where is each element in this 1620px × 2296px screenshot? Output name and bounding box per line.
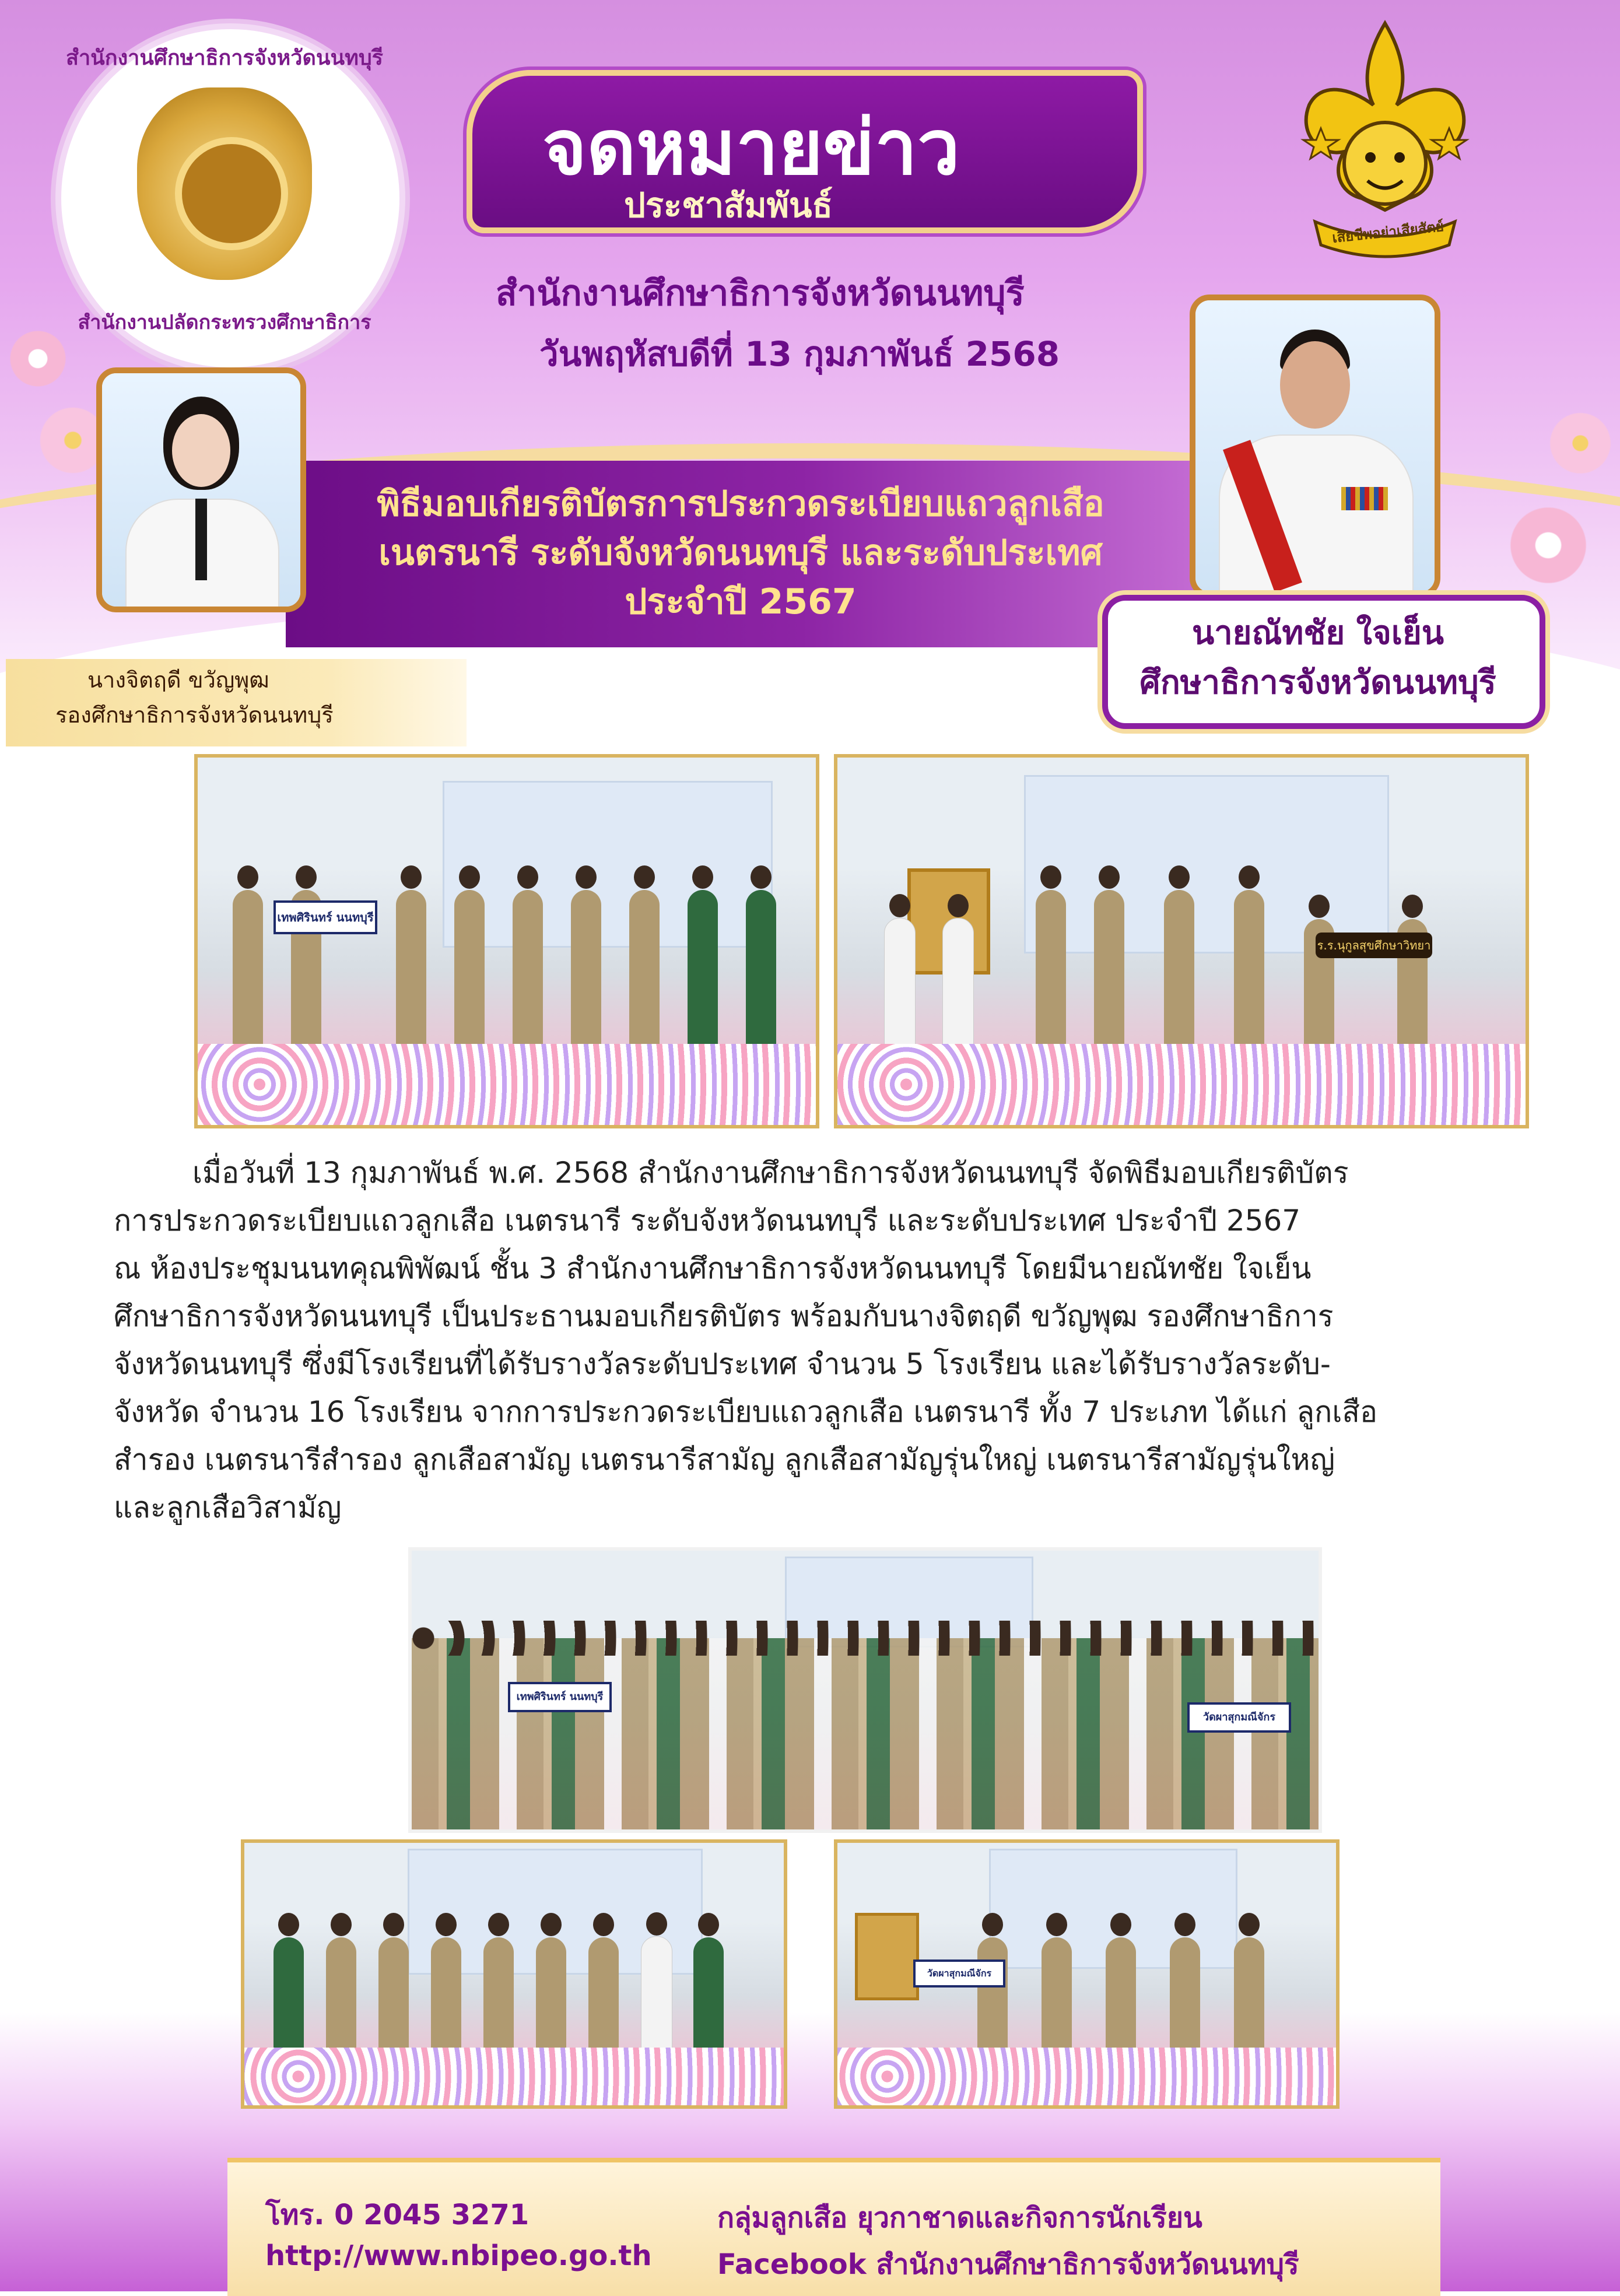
- event-photo-1: [194, 754, 819, 1128]
- flower-decoration: [1505, 502, 1592, 589]
- body-line-4: ศึกษาธิการจังหวัดนนทบุรี เป็นประธานมอบเกียรติบัตร พร้อมกับนางจิตฤดี ขวัญพุฒ รองศึกษาธิการ: [114, 1299, 1334, 1333]
- deputy-portrait: [96, 367, 306, 612]
- dharma-wheel-icon: [175, 137, 288, 250]
- newsletter-subtitle: ประชาสัมพันธ์: [624, 185, 833, 225]
- logo-ring-text-bottom: สำนักงานปลัดกระทรวงศึกษาธิการ: [78, 311, 371, 334]
- deputy-title: รองศึกษาธิการจังหวัดนนทบุรี: [55, 702, 334, 728]
- footer-facebook[interactable]: Facebook สำนักงานศึกษาธิการจังหวัดนนทบุรี: [717, 2248, 1299, 2281]
- event-photo-2: [834, 754, 1529, 1128]
- body-line-3: ณ ห้องประชุมนนทคุณพิพัฒน์ ชั้น 3 สำนักงานศึกษาธิการจังหวัดนนทบุรี โดยมีนายณัทชัย ใจเย็น: [114, 1252, 1312, 1285]
- scout-motto: เสียชีพอย่าเสียสัตย์: [1331, 218, 1445, 246]
- deputy-name: นางจิตฤดี ขวัญพุฒ: [87, 667, 269, 693]
- footer-website[interactable]: http://www.nbipeo.go.th: [265, 2239, 652, 2272]
- head-portrait: [1190, 295, 1440, 598]
- footer-phone: โทร. 0 2045 3271: [265, 2199, 530, 2231]
- body-line-2: การประกวดระเบียบแถวลูกเสือ เนตรนารี ระดับจังหวัดนนทบุรี และระดับประเทศ ประจำปี 2567: [114, 1204, 1301, 1238]
- body-line-7: สำรอง เนตรนารีสำรอง ลูกเสือสามัญ เนตรนารีสามัญ ลูกเสือสามัญรุ่นใหญ่ เนตรนารีสามัญรุ่นใหญ่: [114, 1443, 1335, 1477]
- school-sign: เทพศิรินทร์ นนทบุรี: [273, 900, 377, 934]
- school-sign: วัดผาสุกมณีจักร: [1187, 1702, 1291, 1733]
- event-photo-3: [408, 1547, 1322, 1833]
- newsletter-title: จดหมายข่าว: [542, 103, 960, 192]
- organization-name: สำนักงานศึกษาธิการจังหวัดนนทบุรี: [496, 273, 1025, 314]
- school-sign: ร.ร.นุกูลสุขศึกษาวิทยา: [1316, 933, 1432, 958]
- head-name: นายณัทชัย ใจเย็น: [1191, 614, 1444, 652]
- issue-date: วันพฤหัสบดีที่ 13 กุมภาพันธ์ 2568: [539, 334, 1060, 374]
- body-line-8: และลูกเสือวิสามัญ: [114, 1491, 342, 1524]
- headline-line-2: เนตรนารี ระดับจังหวัดนนทบุรี และระดับประเทศ: [378, 532, 1103, 573]
- flower-decoration: [1545, 408, 1615, 478]
- school-sign: วัดผาสุกมณีจักร: [913, 1960, 1005, 1987]
- event-photo-4: [241, 1839, 787, 2109]
- body-line-5: จังหวัดนนทบุรี ซึ่งมีโรงเรียนที่ได้รับรางวัลระดับประเทศ จำนวน 5 โรงเรียน และได้รับรางวัลระดับ-: [114, 1347, 1331, 1381]
- flower-decoration: [6, 327, 70, 391]
- headline-line-3: ประจำปี 2567: [625, 581, 857, 622]
- body-line-1: เมื่อวันที่ 13 กุมภาพันธ์ พ.ศ. 2568 สำนักงานศึกษาธิการจังหวัดนนทบุรี จัดพิธีมอบเกียรติบัตร: [192, 1156, 1349, 1190]
- school-sign: เทพศิรินทร์ นนทบุรี: [508, 1682, 612, 1712]
- footer-group: กลุ่มลูกเสือ ยุวกาชาดและกิจการนักเรียน: [717, 2202, 1202, 2234]
- logo-ring-text-top: สำนักงานศึกษาธิการจังหวัดนนทบุรี: [65, 45, 384, 69]
- body-line-6: จังหวัด จำนวน 16 โรงเรียน จากการประกวดระเบียบแถวลูกเสือ เนตรนารี ทั้ง 7 ประเภท ได้แก่ ลูกเสือ: [114, 1395, 1377, 1429]
- head-title: ศึกษาธิการจังหวัดนนทบุรี: [1139, 664, 1496, 702]
- event-photo-5: [834, 1839, 1340, 2109]
- headline-line-1: พิธีมอบเกียรติบัตรการประกวดระเบียบแถวลูกเสือ: [377, 483, 1104, 524]
